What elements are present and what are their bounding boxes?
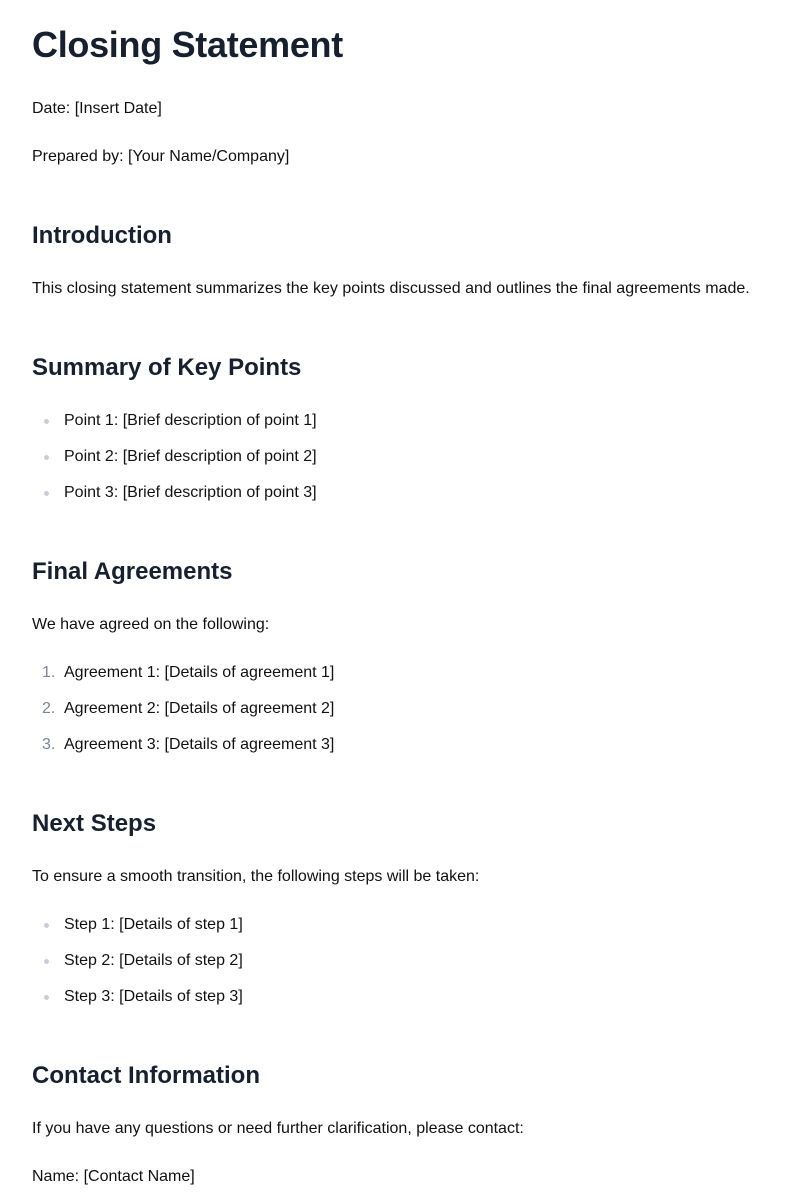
contact-name-line: Name: [Contact Name] [32, 1168, 195, 1185]
summary-heading: Summary of Key Points [32, 354, 302, 381]
summary-list-item: Point 1: [Brief description of point 1] [64, 412, 317, 429]
summary-list-item: Point 2: [Brief description of point 2] [64, 448, 317, 465]
document-title: Closing Statement [32, 24, 343, 65]
list-number: 2. [42, 700, 56, 717]
date-line: Date: [Insert Date] [32, 100, 162, 117]
next-step-list-item: Step 1: [Details of step 1] [64, 916, 243, 933]
summary-list-item: Point 3: [Brief description of point 3] [64, 484, 317, 501]
bullet-marker [44, 995, 49, 1000]
next-step-list-item: Step 2: [Details of step 2] [64, 952, 243, 969]
bullet-marker [44, 959, 49, 964]
introduction-heading: Introduction [32, 222, 172, 249]
contact-intro: If you have any questions or need further clarification, please contact: [32, 1120, 524, 1137]
final-agreements-heading: Final Agreements [32, 558, 233, 585]
contact-heading: Contact Information [32, 1062, 260, 1089]
next-steps-heading: Next Steps [32, 810, 157, 837]
bullet-marker [44, 455, 49, 460]
agreement-list-item: Agreement 2: [Details of agreement 2] [64, 700, 335, 717]
prepared-by-line: Prepared by: [Your Name/Company] [32, 148, 290, 165]
final-agreements-intro: We have agreed on the following: [32, 616, 270, 633]
bullet-marker [44, 491, 49, 496]
list-number: 3. [42, 736, 56, 753]
list-number: 1. [42, 664, 56, 681]
introduction-text: This closing statement summarizes the key points discussed and outlines the final agreements made. [32, 280, 750, 297]
bullet-marker [44, 419, 49, 424]
next-steps-intro: To ensure a smooth transition, the following steps will be taken: [32, 868, 480, 885]
agreement-list-item: Agreement 1: [Details of agreement 1] [64, 664, 335, 681]
agreement-list-item: Agreement 3: [Details of agreement 3] [64, 736, 335, 753]
next-step-list-item: Step 3: [Details of step 3] [64, 988, 243, 1005]
bullet-marker [44, 923, 49, 928]
